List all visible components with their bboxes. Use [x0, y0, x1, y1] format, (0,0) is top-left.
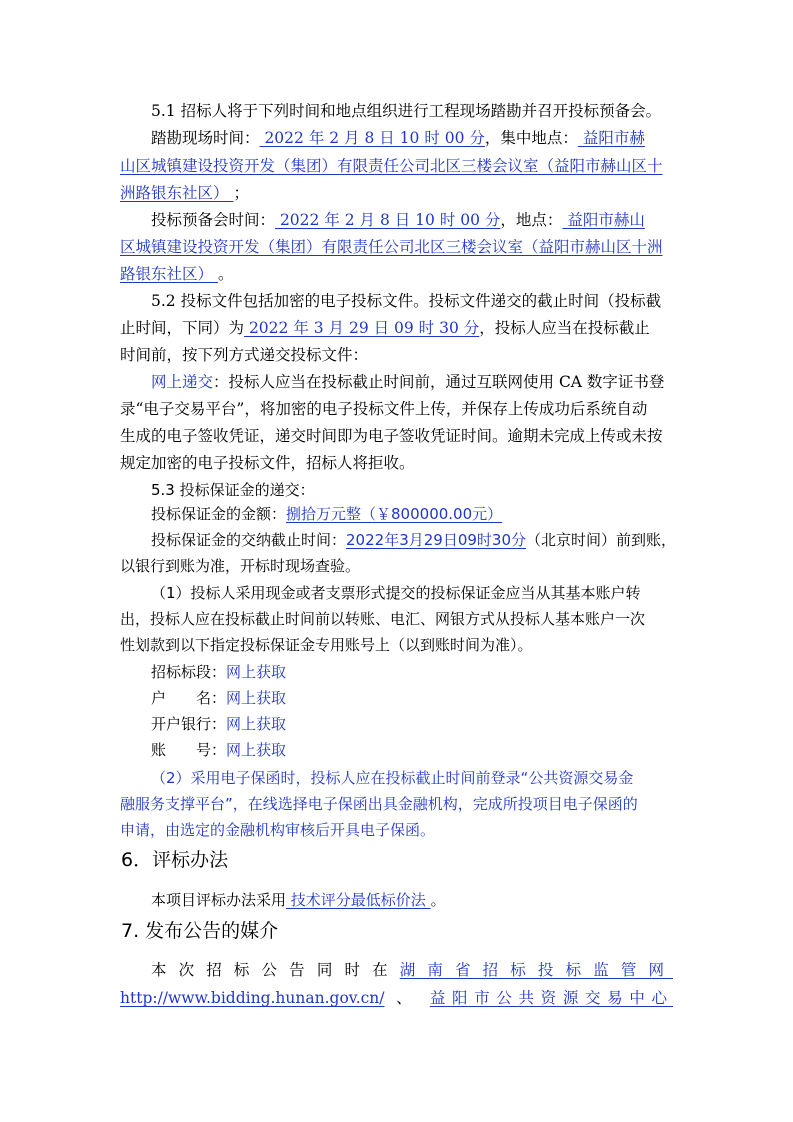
- sec52-line-1: 5.2 投标文件包括加密的电子投标文件。投标文件递交的截止时间（投标截: [151, 292, 662, 310]
- sec52-line-3: 时间前，按下列方式递交投标文件：: [120, 346, 369, 364]
- sec6-heading: 6．评标办法: [121, 849, 229, 871]
- premeet-time: 2022 年 2 月 8 日 10 时 00 分: [275, 211, 501, 229]
- online-label: 网上递交: [151, 373, 214, 391]
- p1-line-1: （1）投标人采用现金或者支票形式提交的投标保证金应当从其基本账户转: [151, 584, 641, 602]
- premeet-place-2: 区城镇建设投资开发（集团）有限责任公司北区三楼会议室（益阳市赫山区十洲: [120, 238, 663, 256]
- yiyang-trading-center-link[interactable]: 益阳市公共资源交易中心: [429, 989, 673, 1007]
- deposit-amount: 捌拾万元整（￥800000.00元）: [286, 505, 503, 523]
- sec6-text: 本项目评标办法采用 技术评分最低标价法 。: [151, 891, 446, 909]
- deposit-deadline: 2022年3月29日09时30分: [346, 531, 526, 549]
- deposit-deadline-line-2: 以银行到账为准，开标时现场查验。: [120, 557, 361, 575]
- premeet-line-3: 路银东社区） 。: [120, 265, 234, 283]
- sec52-line-2: 止时间，下同）为 2022 年 3 月 29 日 09 时 30 分，投标人应当在投标截止: [120, 319, 650, 337]
- amount-line: 投标保证金的金额：捌拾万元整（￥800000.00元）: [151, 505, 503, 523]
- field-bid-section: 招标标段：网上获取: [151, 663, 287, 681]
- p1-line-2: 出，投标人应在投标截止时间前以转账、电汇、网银方式从投标人基本账户一次: [120, 610, 646, 628]
- p2-line-1: （2）采用电子保函时，投标人应在投标截止时间前登录“公共资源交易金: [151, 769, 634, 787]
- field-account-number: 账 号：网上获取: [151, 741, 287, 759]
- online-line-2: 录“电子交易平台”，将加密的电子投标文件上传，并保存上传成功后系统自动: [120, 400, 648, 418]
- premeet-line-1: 投标预备会时间： 2022 年 2 月 8 日 10 时 00 分，地点： 益阳市赫山: [151, 211, 645, 229]
- deposit-deadline-line: 投标保证金的交纳截止时间：2022年3月29日09时30分（北京时间）前到账，: [151, 531, 677, 549]
- bid-deadline: 2022 年 3 月 29 日 09 时 30 分: [244, 319, 480, 337]
- online-line-1: 网上递交：投标人应当在投标截止时间前，通过互联网使用 CA 数字证书登: [151, 373, 665, 391]
- survey-place-1: 益阳市赫: [577, 129, 645, 147]
- survey-time: 2022 年 2 月 8 日 10 时 00 分: [259, 129, 485, 147]
- sec7-heading: 7. 发布公告的媒介: [121, 920, 279, 942]
- field-account-name: 户 名：网上获取: [151, 689, 287, 707]
- p1-line-3: 性划款到以下指定投标保证金专用账号上（以到账时间为准）。: [120, 636, 533, 654]
- survey-line-2: [120, 156, 673, 176]
- sec7-line-2: http://www.bidding.hunan.gov.cn/ 、 益阳市公共资源交易中心: [120, 989, 673, 1007]
- survey-line-1: 踏勘现场时间： 2022 年 2 月 8 日 10 时 00 分，集中地点： 益阳市赫: [151, 129, 645, 147]
- online-line-4: 规定加密的电子投标文件，招标人将拒收。: [120, 454, 415, 472]
- survey-line-3: 洲路银东社区） ；: [120, 184, 249, 202]
- sec53-title: 5.3 投标保证金的递交：: [151, 481, 315, 499]
- sec7-line-1: 本次招标公告同时在湖南省招标投标监管网: [151, 961, 673, 979]
- premeet-place-3: 路银东社区）: [120, 265, 218, 283]
- premeet-line-2: [120, 237, 673, 257]
- p2-line-2: 融服务支撑平台”，在线选择电子保函出具金融机构，完成所投项目电子保函的: [120, 795, 638, 813]
- sec51-intro: 5.1 招标人将于下列时间和地点组织进行工程现场踏勘并召开投标预备会。: [151, 102, 662, 120]
- premeet-place-1: 益阳市赫山: [562, 211, 645, 229]
- hunan-bidding-url[interactable]: http://www.bidding.hunan.gov.cn/: [120, 989, 385, 1007]
- survey-place-2: 山区城镇建设投资开发（集团）有限责任公司北区三楼会议室（益阳市赫山区十: [120, 157, 663, 175]
- online-line-3: 生成的电子签收凭证，递交时间即为电子签收凭证时间。逾期未完成上传或未按: [120, 427, 663, 445]
- field-bank: 开户银行：网上获取: [151, 715, 287, 733]
- p2-line-3: 申请，由选定的金融机构审核后开具电子保函。: [120, 821, 436, 839]
- evaluation-method: 技术评分最低标价法: [286, 891, 431, 909]
- hunan-bidding-link[interactable]: 湖南省招标投标监管网: [399, 961, 673, 979]
- survey-place-3: 洲路银东社区）: [120, 184, 234, 202]
